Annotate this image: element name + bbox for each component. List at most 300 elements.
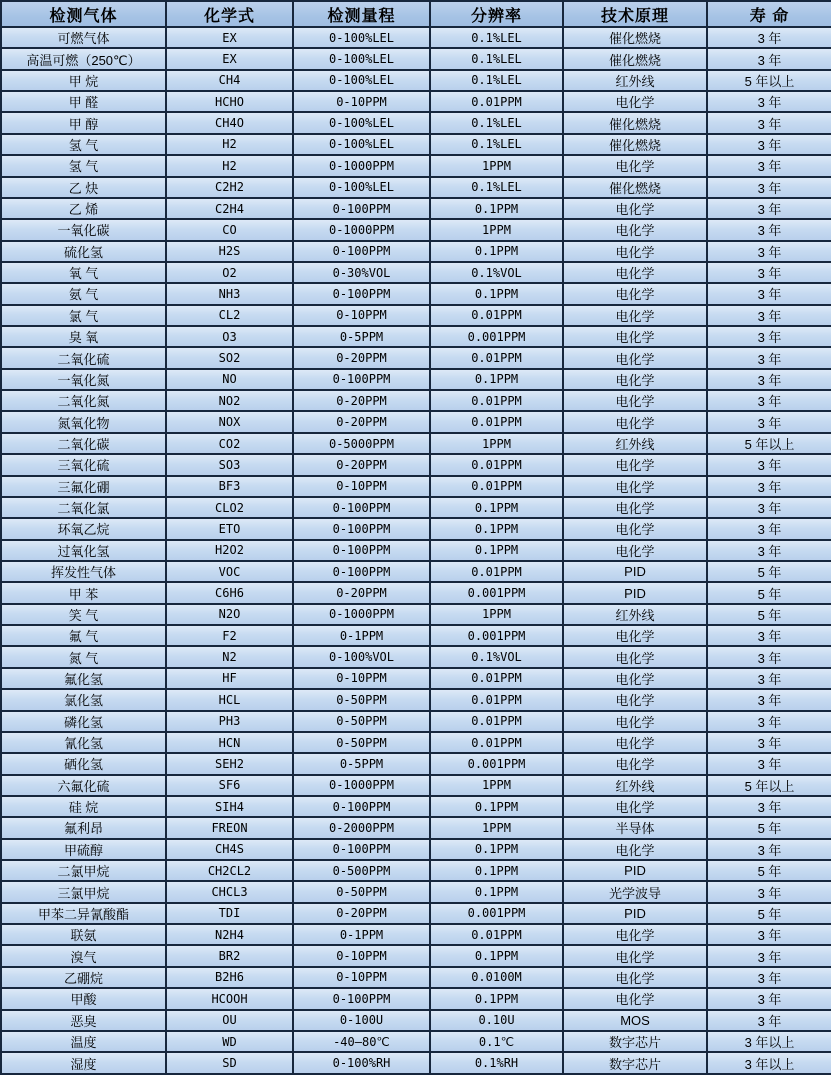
cell-formula: SIH4 [166,796,293,817]
cell-principle: 电化学 [563,198,707,219]
cell-range: 0-50PPM [293,732,430,753]
table-row [1,924,831,945]
cell-lifespan: 3 年 [707,241,831,262]
cell-formula: N2O [166,604,293,625]
cell-principle: 电化学 [563,711,707,732]
cell-principle: 红外线 [563,604,707,625]
cell-lifespan: 5 年 [707,582,831,603]
cell-resolution: 0.001PPM [430,582,563,603]
table-row [1,1010,831,1031]
table-row [1,753,831,774]
cell-range: 0-5PPM [293,753,430,774]
cell-formula: HCHO [166,91,293,112]
table-row [1,48,831,69]
cell-gas: 三氯甲烷 [1,881,166,902]
cell-resolution: 1PPM [430,775,563,796]
table-row [1,497,831,518]
cell-principle: 电化学 [563,967,707,988]
cell-principle: 催化燃烧 [563,27,707,48]
cell-principle: 半导体 [563,817,707,838]
cell-lifespan: 3 年 [707,753,831,774]
cell-lifespan: 3 年 [707,262,831,283]
cell-lifespan: 3 年 [707,689,831,710]
cell-lifespan: 3 年 [707,283,831,304]
cell-formula: EX [166,27,293,48]
cell-gas: 过氧化氢 [1,540,166,561]
cell-principle: 电化学 [563,540,707,561]
cell-formula: SO3 [166,454,293,475]
table-row [1,283,831,304]
cell-principle: 电化学 [563,369,707,390]
table-row [1,219,831,240]
cell-resolution: 0.01PPM [430,476,563,497]
cell-principle: 电化学 [563,646,707,667]
table-body [1,27,831,1074]
cell-resolution: 0.1PPM [430,241,563,262]
cell-range: 0-10PPM [293,91,430,112]
cell-principle: 红外线 [563,433,707,454]
cell-range: 0-5PPM [293,326,430,347]
table-row [1,668,831,689]
cell-range: 0-1000PPM [293,219,430,240]
cell-principle: 光学波导 [563,881,707,902]
cell-gas: 乙 炔 [1,177,166,198]
cell-principle: 电化学 [563,625,707,646]
table-row [1,796,831,817]
table-row [1,518,831,539]
cell-gas: 氟 气 [1,625,166,646]
cell-lifespan: 3 年 [707,134,831,155]
cell-principle: 电化学 [563,326,707,347]
cell-resolution: 0.1PPM [430,881,563,902]
cell-range: 0-20PPM [293,347,430,368]
cell-lifespan: 3 年 [707,476,831,497]
cell-resolution: 0.1%LEL [430,27,563,48]
cell-formula: SEH2 [166,753,293,774]
cell-formula: H2 [166,155,293,176]
cell-lifespan: 3 年 [707,625,831,646]
cell-resolution: 0.1%RH [430,1052,563,1074]
cell-range: 0-100U [293,1010,430,1031]
cell-formula: WD [166,1031,293,1052]
table-row [1,27,831,48]
cell-resolution: 0.1PPM [430,796,563,817]
cell-principle: 催化燃烧 [563,112,707,133]
cell-principle: 电化学 [563,839,707,860]
table-row [1,732,831,753]
table-row [1,711,831,732]
table-row [1,326,831,347]
cell-formula: CH4O [166,112,293,133]
cell-principle: 催化燃烧 [563,134,707,155]
cell-formula: EX [166,48,293,69]
table-row [1,817,831,838]
cell-principle: PID [563,903,707,924]
column-header-formula: 化学式 [166,1,293,27]
table-row [1,241,831,262]
cell-principle: 电化学 [563,262,707,283]
cell-range: 0-1000PPM [293,604,430,625]
table-row [1,945,831,966]
cell-gas: 硒化氢 [1,753,166,774]
cell-formula: C2H2 [166,177,293,198]
cell-lifespan: 5 年以上 [707,433,831,454]
cell-range: 0-100PPM [293,241,430,262]
cell-principle: 红外线 [563,775,707,796]
cell-principle: 催化燃烧 [563,48,707,69]
cell-range: 0-100%LEL [293,134,430,155]
cell-lifespan: 3 年 [707,711,831,732]
cell-gas: 乙硼烷 [1,967,166,988]
cell-gas: 恶臭 [1,1010,166,1031]
table-row [1,689,831,710]
cell-formula: HCL [166,689,293,710]
table-row [1,262,831,283]
cell-formula: HF [166,668,293,689]
cell-principle: 电化学 [563,155,707,176]
cell-lifespan: 3 年 [707,945,831,966]
cell-formula: C2H4 [166,198,293,219]
column-header-lifespan: 寿 命 [707,1,831,27]
cell-principle: 电化学 [563,390,707,411]
table-row [1,903,831,924]
cell-range: 0-100PPM [293,988,430,1009]
cell-formula: CHCL3 [166,881,293,902]
cell-range: 0-10PPM [293,967,430,988]
cell-lifespan: 3 年 [707,732,831,753]
table-row [1,967,831,988]
cell-lifespan: 3 年 [707,839,831,860]
cell-range: 0-20PPM [293,390,430,411]
cell-formula: BR2 [166,945,293,966]
cell-resolution: 0.01PPM [430,668,563,689]
table-row [1,198,831,219]
table-row [1,390,831,411]
table-row [1,839,831,860]
cell-gas: 臭 氧 [1,326,166,347]
cell-lifespan: 3 年 [707,967,831,988]
cell-gas: 溴气 [1,945,166,966]
cell-gas: 甲硫醇 [1,839,166,860]
cell-gas: 挥发性气体 [1,561,166,582]
cell-gas: 笑 气 [1,604,166,625]
cell-formula: OU [166,1010,293,1031]
cell-resolution: 0.1%LEL [430,177,563,198]
cell-lifespan: 3 年 [707,91,831,112]
table-row [1,454,831,475]
cell-resolution: 0.1PPM [430,540,563,561]
cell-resolution: 0.1PPM [430,839,563,860]
cell-range: -40—80℃ [293,1031,430,1052]
cell-resolution: 0.01PPM [430,91,563,112]
cell-resolution: 0.1PPM [430,497,563,518]
cell-principle: 电化学 [563,988,707,1009]
table-row [1,433,831,454]
cell-gas: 联氨 [1,924,166,945]
cell-range: 0-10PPM [293,668,430,689]
cell-gas: 甲 苯 [1,582,166,603]
cell-lifespan: 3 年 [707,369,831,390]
cell-principle: 电化学 [563,91,707,112]
cell-gas: 环氧乙烷 [1,518,166,539]
cell-formula: B2H6 [166,967,293,988]
cell-range: 0-500PPM [293,860,430,881]
cell-gas: 一氧化氮 [1,369,166,390]
cell-formula: VOC [166,561,293,582]
cell-formula: H2 [166,134,293,155]
cell-principle: 电化学 [563,753,707,774]
cell-principle: 电化学 [563,518,707,539]
cell-resolution: 0.1%VOL [430,262,563,283]
column-header-range: 检测量程 [293,1,430,27]
cell-principle: 电化学 [563,305,707,326]
cell-range: 0-100PPM [293,198,430,219]
table-row [1,860,831,881]
cell-lifespan: 3 年 [707,177,831,198]
cell-resolution: 1PPM [430,604,563,625]
table-row [1,305,831,326]
table-row [1,540,831,561]
cell-lifespan: 3 年 [707,924,831,945]
cell-formula: H2O2 [166,540,293,561]
cell-formula: PH3 [166,711,293,732]
cell-resolution: 1PPM [430,817,563,838]
table-row [1,91,831,112]
cell-resolution: 0.01PPM [430,689,563,710]
cell-lifespan: 3 年 [707,1010,831,1031]
table-row [1,70,831,91]
cell-range: 0-5000PPM [293,433,430,454]
cell-formula: HCN [166,732,293,753]
cell-lifespan: 5 年 [707,903,831,924]
cell-gas: 二氧化氮 [1,390,166,411]
table-row [1,411,831,432]
cell-formula: CH4 [166,70,293,91]
cell-resolution: 0.1%LEL [430,70,563,91]
cell-lifespan: 3 年 [707,390,831,411]
cell-range: 0-1000PPM [293,775,430,796]
cell-resolution: 1PPM [430,155,563,176]
cell-range: 0-50PPM [293,711,430,732]
cell-resolution: 0.1℃ [430,1031,563,1052]
cell-resolution: 0.01PPM [430,711,563,732]
cell-gas: 氯化氢 [1,689,166,710]
cell-gas: 三氟化硼 [1,476,166,497]
cell-principle: 电化学 [563,796,707,817]
cell-resolution: 0.1%LEL [430,134,563,155]
cell-resolution: 0.1PPM [430,369,563,390]
cell-resolution: 0.01PPM [430,732,563,753]
cell-formula: NO [166,369,293,390]
cell-gas: 三氧化硫 [1,454,166,475]
cell-range: 0-100%LEL [293,27,430,48]
cell-resolution: 0.1%LEL [430,48,563,69]
cell-range: 0-100PPM [293,561,430,582]
cell-principle: 电化学 [563,732,707,753]
cell-gas: 硫化氢 [1,241,166,262]
cell-resolution: 0.1PPM [430,860,563,881]
cell-range: 0-10PPM [293,945,430,966]
table-row [1,177,831,198]
cell-formula: SO2 [166,347,293,368]
cell-principle: PID [563,561,707,582]
cell-gas: 氢 气 [1,134,166,155]
cell-lifespan: 3 年 [707,48,831,69]
cell-lifespan: 3 年以上 [707,1052,831,1074]
cell-formula: CO [166,219,293,240]
cell-gas: 氰化氢 [1,732,166,753]
cell-range: 0-2000PPM [293,817,430,838]
cell-lifespan: 5 年以上 [707,70,831,91]
cell-gas: 二氯甲烷 [1,860,166,881]
cell-lifespan: 3 年 [707,112,831,133]
cell-lifespan: 5 年以上 [707,775,831,796]
cell-principle: 催化燃烧 [563,177,707,198]
cell-resolution: 0.01PPM [430,454,563,475]
cell-gas: 甲酸 [1,988,166,1009]
cell-lifespan: 5 年 [707,561,831,582]
cell-lifespan: 3 年 [707,988,831,1009]
cell-resolution: 0.1PPM [430,198,563,219]
cell-range: 0-100PPM [293,369,430,390]
cell-resolution: 0.1PPM [430,518,563,539]
cell-principle: 电化学 [563,219,707,240]
cell-lifespan: 3 年 [707,881,831,902]
cell-gas: 二氧化碳 [1,433,166,454]
cell-lifespan: 5 年 [707,860,831,881]
cell-lifespan: 3 年 [707,454,831,475]
cell-resolution: 0.1PPM [430,988,563,1009]
table-row [1,988,831,1009]
cell-principle: 电化学 [563,476,707,497]
cell-range: 0-1PPM [293,625,430,646]
cell-formula: ETO [166,518,293,539]
cell-principle: 红外线 [563,70,707,91]
cell-principle: 数字芯片 [563,1052,707,1074]
cell-formula: CH4S [166,839,293,860]
table-row [1,369,831,390]
table-row [1,476,831,497]
cell-range: 0-20PPM [293,411,430,432]
cell-resolution: 0.001PPM [430,326,563,347]
table-row [1,775,831,796]
cell-resolution: 0.001PPM [430,625,563,646]
cell-range: 0-100PPM [293,540,430,561]
table-row [1,561,831,582]
cell-lifespan: 3 年 [707,540,831,561]
cell-resolution: 0.001PPM [430,903,563,924]
cell-formula: CH2CL2 [166,860,293,881]
cell-formula: BF3 [166,476,293,497]
cell-lifespan: 3 年 [707,155,831,176]
column-header-resolution: 分辨率 [430,1,563,27]
cell-gas: 甲 醛 [1,91,166,112]
cell-principle: 电化学 [563,454,707,475]
cell-principle: 电化学 [563,497,707,518]
cell-resolution: 0.1PPM [430,945,563,966]
cell-gas: 氟利昂 [1,817,166,838]
cell-lifespan: 3 年 [707,27,831,48]
cell-lifespan: 3 年 [707,305,831,326]
cell-range: 0-100%LEL [293,177,430,198]
cell-resolution: 0.01PPM [430,305,563,326]
cell-lifespan: 5 年 [707,817,831,838]
cell-range: 0-100%LEL [293,70,430,91]
header-row [1,1,831,27]
cell-gas: 氢 气 [1,155,166,176]
cell-principle: PID [563,860,707,881]
cell-formula: CL2 [166,305,293,326]
table-row [1,625,831,646]
cell-lifespan: 3 年 [707,198,831,219]
cell-range: 0-100%LEL [293,48,430,69]
cell-gas: 硅 烷 [1,796,166,817]
cell-range: 0-10PPM [293,305,430,326]
cell-formula: NH3 [166,283,293,304]
cell-gas: 高温可燃（250℃） [1,48,166,69]
cell-range: 0-1000PPM [293,155,430,176]
cell-resolution: 0.01PPM [430,561,563,582]
cell-principle: 电化学 [563,347,707,368]
cell-formula: NO2 [166,390,293,411]
cell-gas: 湿度 [1,1052,166,1074]
cell-range: 0-1PPM [293,924,430,945]
cell-gas: 一氧化碳 [1,219,166,240]
cell-principle: 电化学 [563,241,707,262]
cell-gas: 二氧化硫 [1,347,166,368]
cell-range: 0-50PPM [293,881,430,902]
cell-resolution: 0.0100M [430,967,563,988]
cell-resolution: 1PPM [430,433,563,454]
cell-resolution: 0.01PPM [430,390,563,411]
cell-formula: O2 [166,262,293,283]
cell-resolution: 0.001PPM [430,753,563,774]
cell-resolution: 0.10U [430,1010,563,1031]
cell-principle: 电化学 [563,945,707,966]
cell-range: 0-100PPM [293,796,430,817]
cell-gas: 甲 烷 [1,70,166,91]
table-header [1,1,831,27]
cell-principle: 电化学 [563,689,707,710]
cell-gas: 氮 气 [1,646,166,667]
cell-gas: 六氟化硫 [1,775,166,796]
cell-lifespan: 3 年 [707,347,831,368]
cell-gas: 氟化氢 [1,668,166,689]
cell-range: 0-100PPM [293,283,430,304]
cell-principle: MOS [563,1010,707,1031]
cell-formula: CO2 [166,433,293,454]
table-row [1,881,831,902]
cell-lifespan: 3 年 [707,668,831,689]
cell-range: 0-100%VOL [293,646,430,667]
cell-lifespan: 3 年 [707,518,831,539]
cell-range: 0-100%RH [293,1052,430,1074]
cell-resolution: 0.1%LEL [430,112,563,133]
table-row [1,112,831,133]
cell-principle: 电化学 [563,283,707,304]
cell-gas: 氧 气 [1,262,166,283]
cell-principle: 数字芯片 [563,1031,707,1052]
cell-lifespan: 3 年 [707,326,831,347]
cell-range: 0-100PPM [293,518,430,539]
cell-gas: 氯 气 [1,305,166,326]
cell-lifespan: 3 年以上 [707,1031,831,1052]
cell-gas: 乙 烯 [1,198,166,219]
cell-gas: 甲苯二异氰酸酯 [1,903,166,924]
cell-formula: O3 [166,326,293,347]
cell-resolution: 0.1%VOL [430,646,563,667]
cell-formula: SF6 [166,775,293,796]
